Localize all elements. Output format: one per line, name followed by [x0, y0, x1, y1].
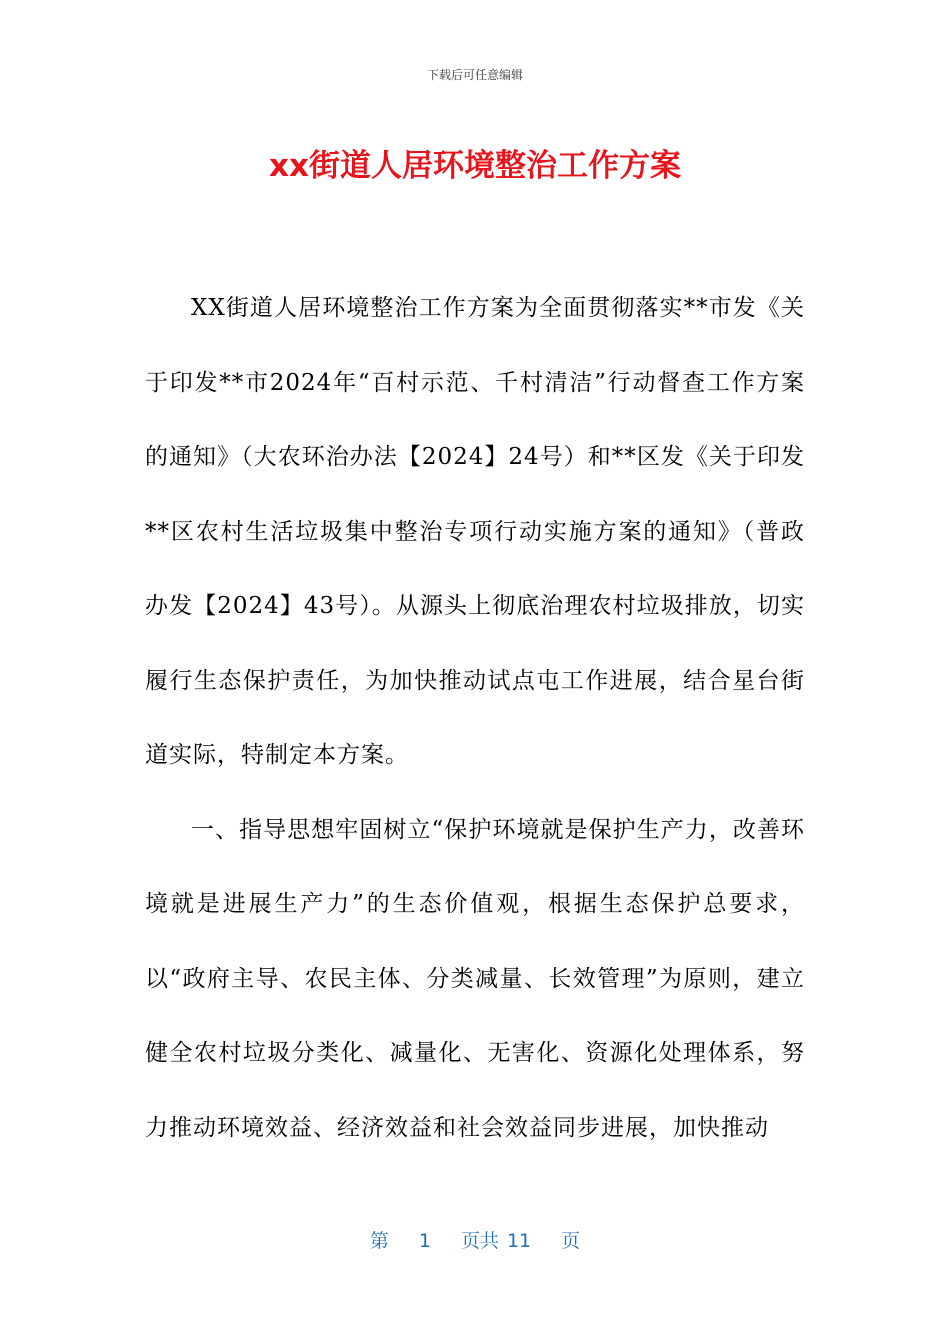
footer-prefix: 第	[369, 1230, 389, 1252]
footer-total-pages: 11	[506, 1230, 532, 1252]
document-title: xx街道人居环境整治工作方案	[269, 148, 681, 184]
document-body	[145, 271, 805, 1165]
paragraph-intro: XX街道人居环境整治工作方案为全面贯彻落实**市发《关于印发**市2024年“百村示范、千村清洁”行动督查工作方案的通知》（大农环治办法【2024】24号）和**区发《关于印发**区农村生活垃圾集中整治专项行动实施方案的通知》（普政办发【2024】43号）。从源头上彻底治理农村垃圾排放，切实履行生态保护责任，为加快推动试点屯工作进展，结合星台街道实际，特制定本方案。	[145, 295, 805, 768]
header-note: 下载后可任意编辑	[426, 68, 523, 82]
page-footer	[0, 1226, 950, 1253]
paragraph-guiding-ideology: 一、指导思想牢固树立“保护环境就是保护生产力，改善环境就是进展生产力”的生态价值观，根据生态保护总要求，以“政府主导、农民主体、分类减量、长效管理”为原则，建立健全农村垃圾分类化、减量化、无害化、资源化处理体系，努力推动环境效益、经济效益和社会效益同步进展，加快推动	[145, 816, 805, 1141]
footer-middle: 页共	[460, 1230, 499, 1252]
footer-suffix: 页	[561, 1230, 581, 1252]
footer-page-number: 1	[418, 1230, 431, 1252]
